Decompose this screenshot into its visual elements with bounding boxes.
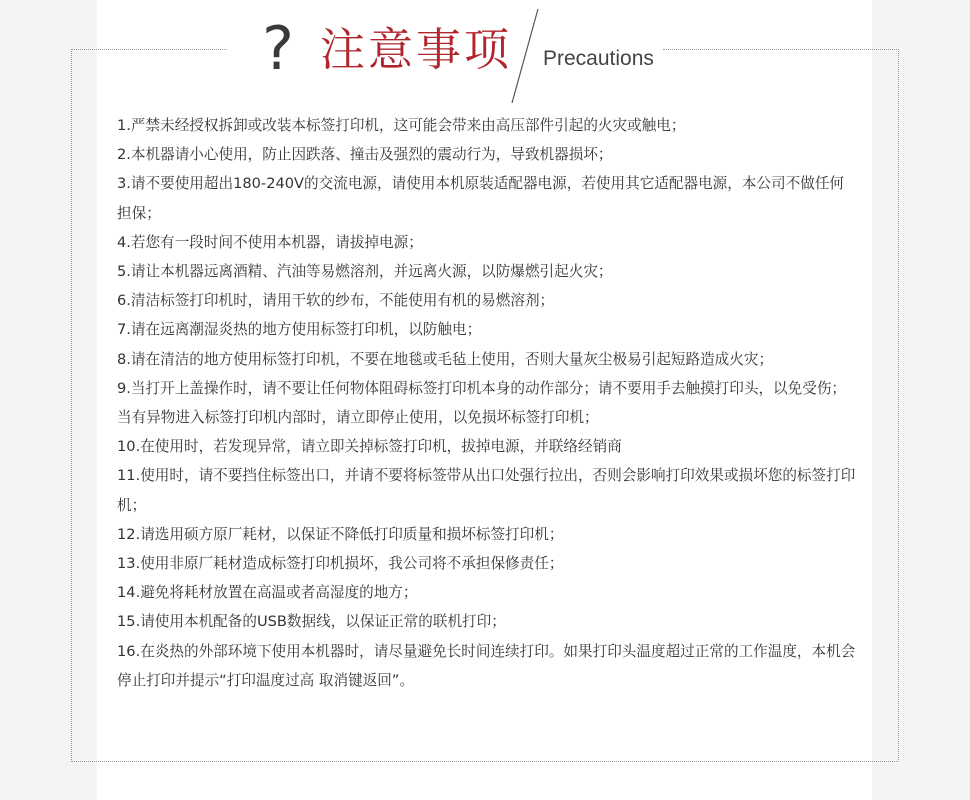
precaution-item-15: 15.请使用本机配备的USB数据线，以保证正常的联机打印； (117, 613, 506, 631)
precaution-item-7: 7.请在远离潮湿炎热的地方使用标签打印机，以防触电； (117, 321, 482, 339)
precaution-item-4: 4.若您有一段时间不使用本机器，请拔掉电源； (117, 233, 423, 251)
page-title: 注意事项 (320, 23, 513, 76)
precaution-item-1: 1.严禁未经授权拆卸或改装本标签打印机，这可能会带来由高压部件引起的火灾或触电； (117, 117, 686, 134)
precaution-item-11: 11.使用时，请不要挡住标签出口，并请不要将标签带从出口处强行拉出，否则会影响打印效果或损坏您的标签打印机； (117, 467, 856, 514)
precaution-item-14: 14.避免将耗材放置在高温或者高湿度的地方； (117, 584, 418, 602)
precaution-item-12: 12.请选用硕方原厂耗材，以保证不降低打印质量和损坏标签打印机； (117, 525, 564, 543)
precautions-list (117, 111, 857, 695)
question-mark-icon: ? (262, 14, 294, 84)
precaution-item-13: 13.使用非原厂耗材造成标签打印机损坏，我公司将不承担保修责任； (117, 555, 564, 573)
frame-top-line-left (71, 49, 227, 50)
page-subtitle: Precautions (543, 47, 654, 70)
precaution-item-10: 10.在使用时，若发现异常，请立即关掉标签打印机，拔掉电源，并联络经销商 (117, 438, 622, 456)
precaution-item-16: 16.在炎热的外部环境下使用本机器时，请尽量避免长时间连续打印。如果打印头温度超过正常的工作温度，本机会停止打印并提示“打印温度过高 取消键返回”。 (117, 642, 856, 689)
precaution-item-5: 5.请让本机器远离酒精、汽油等易燃溶剂，并远离火源，以防爆燃引起火灾； (117, 263, 613, 281)
precaution-item-9: 9.当打开上盖操作时，请不要让任何物体阻碍标签打印机本身的动作部分；请不要用手去触摸打印头，以免受伤；当有异物进入标签打印机内部时，请立即停止使用，以免损坏标签打印机； (117, 379, 847, 427)
precaution-item-2: 2.本机器请小心使用，防止因跌落、撞击及强烈的震动行为，导致机器损坏； (117, 146, 613, 164)
precaution-item-3: 3.请不要使用超出180-240V的交流电源，请使用本机原装适配器电源，若使用其它适配器电源，本公司不做任何担保； (117, 175, 845, 222)
precaution-item-8: 8.请在清洁的地方使用标签打印机，不要在地毯或毛毡上使用，否则大量灰尘极易引起短路造成火灾； (117, 350, 774, 368)
precaution-item-6: 6.清洁标签打印机时，请用干软的纱布，不能使用有机的易燃溶剂； (117, 292, 555, 310)
frame-top-line-right (663, 49, 899, 50)
